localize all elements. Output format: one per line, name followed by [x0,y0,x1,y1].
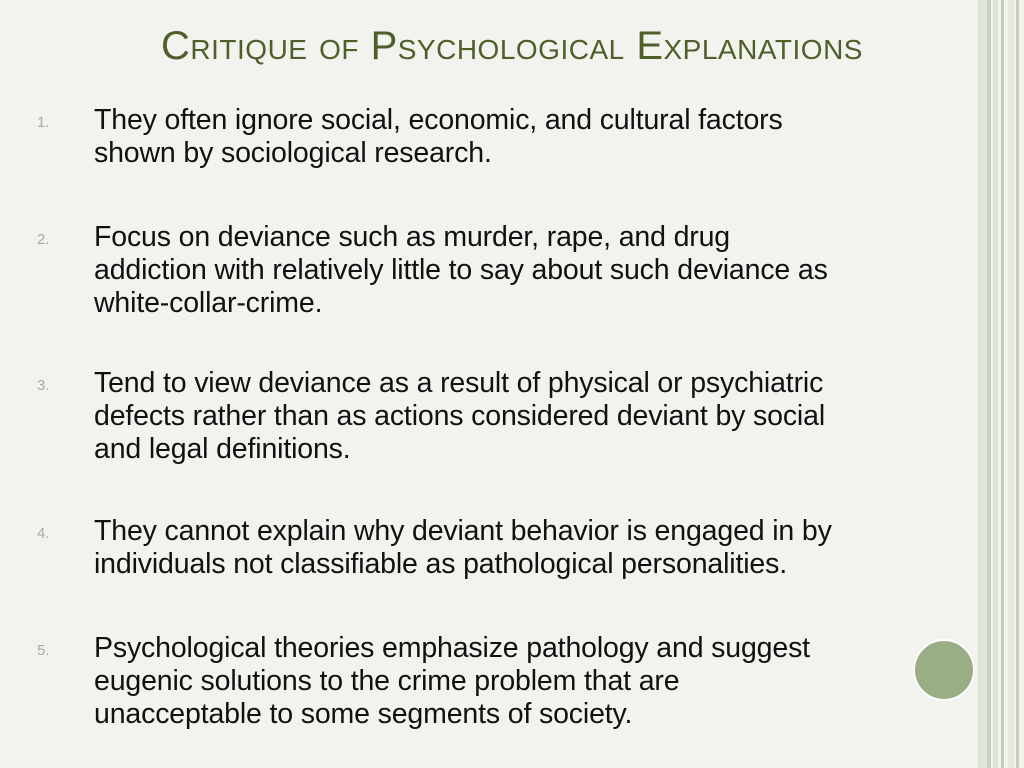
list-item-text [94,104,994,170]
list-item-line: unacceptable to some segments of society. [94,698,633,730]
list-item-line: shown by sociological research. [94,137,492,169]
list-item-line: Tend to view deviance as a result of physical or psychiatric [94,367,824,399]
list-item-line: They cannot explain why deviant behavior is engaged in by [94,515,832,547]
decorative-circle [913,639,975,701]
list-number: 4. [37,525,50,542]
list-item-line: Focus on deviance such as murder, rape, and drug [94,221,731,253]
slide-title: Critique of Psychological Explanations [161,24,863,68]
list-item-text [94,221,994,320]
list-item-line: defects rather than as actions considered deviant by social [94,400,825,432]
list-number: 5. [37,642,50,659]
list-item-line: individuals not classifiable as pathological personalities. [94,548,787,580]
list-item-line: addiction with relatively little to say about such deviance as [94,254,828,286]
list-item-text [94,632,994,731]
list-item-text [94,515,994,581]
list-item-text [94,367,994,466]
list-number: 3. [37,377,50,394]
list-number: 2. [37,231,50,248]
list-item-line: They often ignore social, economic, and cultural factors [94,104,783,136]
list-item-line: Psychological theories emphasize pathology and suggest [94,632,810,664]
list-item-line: white-collar-crime. [94,287,323,319]
list-item-line: eugenic solutions to the crime problem that are [94,665,680,697]
list-number: 1. [37,114,50,131]
list-item-line: and legal definitions. [94,433,351,465]
